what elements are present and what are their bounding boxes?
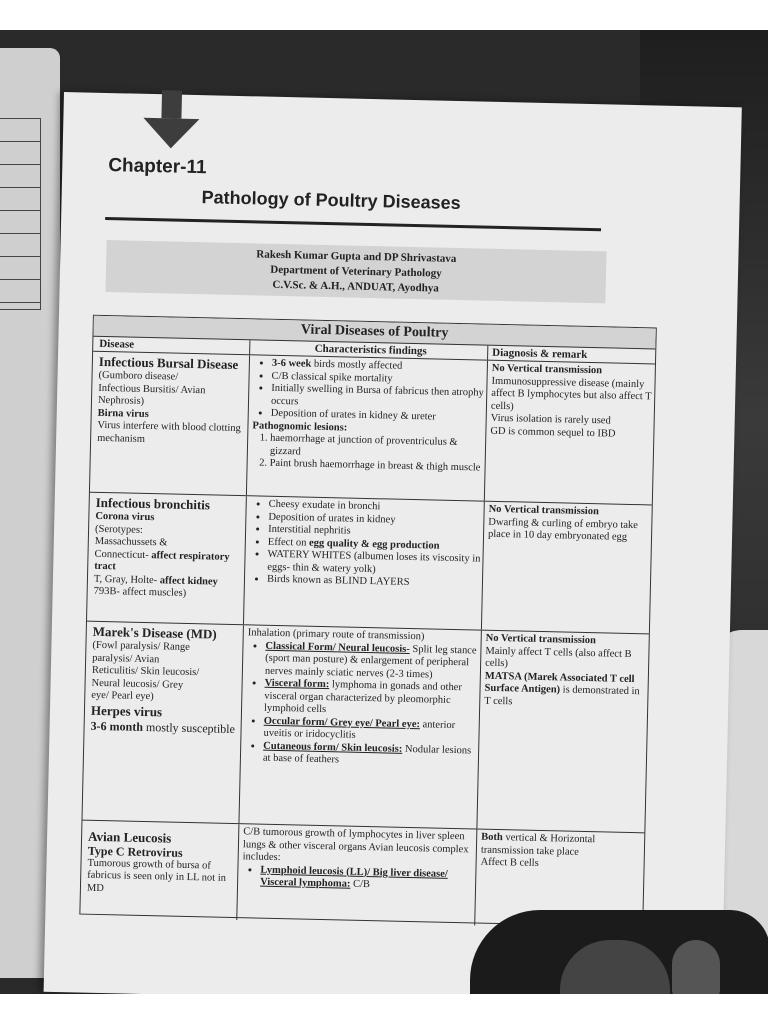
lesions-list	[251, 432, 485, 475]
photo-background	[0, 30, 768, 994]
findings-intro: C/B tumorous growth of lymphocytes in liver spleen lungs & other visceral organs Avian leucosis complex includes:	[242, 826, 469, 864]
findings-cell	[239, 625, 481, 828]
list-item: • C/B classical spike mortality	[271, 370, 486, 387]
findings-intro: Inhalation (primary route of transmission)	[247, 627, 425, 643]
arrow-down-icon-head	[143, 118, 200, 149]
disease-cell	[80, 821, 239, 921]
findings-cell	[244, 496, 485, 629]
viral-diseases-table	[79, 315, 656, 928]
arrow-down-icon	[161, 90, 182, 118]
findings-cell	[237, 824, 477, 925]
authors-institution: C.V.Sc. & A.H., ANDUAT, Ayodhya	[272, 278, 439, 295]
book-page	[44, 92, 742, 994]
header-disease: Disease	[93, 337, 250, 355]
disease-cell	[82, 622, 243, 824]
lesions-heading: Pathognomic lesions:	[252, 419, 348, 434]
disease-serotype: T, Gray, Holte- affect kidney	[93, 573, 219, 588]
disease-name: Avian Leucosis	[87, 828, 172, 846]
disease-note: Virus interfere with blood clotting mechanism	[97, 419, 241, 445]
list-item: • WATERY WHITES (albumen loses its viscosity in eggs- thin & watery yolk)	[267, 549, 483, 579]
disease-synonym: paralysis/ Avian	[92, 652, 160, 665]
diagnosis-cell	[477, 631, 648, 833]
diagnosis-cell	[485, 361, 655, 505]
table-row	[87, 493, 652, 635]
disease-cell	[87, 493, 247, 625]
list-item: • Effect on egg quality & egg production	[268, 536, 483, 553]
authors-department: Department of Veterinary Pathology	[270, 263, 442, 280]
findings-cell	[247, 355, 488, 500]
list-item: • Initially swelling in Bursa of fabricus then atrophy occurs	[271, 383, 487, 413]
list-item: • 3-6 week birds mostly affected	[272, 358, 487, 375]
disease-note: Tumorous growth of bursa of fabricus is seen only in LL not in MD	[86, 857, 227, 894]
left-page-table	[0, 118, 41, 310]
disease-serotypes: (Serotypes:	[94, 523, 144, 536]
diagnosis-transmission: No Vertical transmission	[488, 503, 599, 518]
disease-synonym: Nephrosis)	[97, 394, 145, 407]
authors-box	[105, 240, 606, 303]
list-item: • Deposition of urates in kidney	[268, 511, 483, 528]
disease-synonym: eye/ Pearl eye)	[91, 689, 154, 703]
diagnosis-note: Affect B cells	[480, 856, 539, 869]
disease-agent: Corona virus	[95, 510, 155, 524]
diagnosis-transmission: No Vertical transmission	[491, 362, 603, 377]
disease-serotype: Connecticut- affect respiratory tract	[94, 548, 230, 573]
list-item: • Deposition of urates in kidney & ureter	[271, 408, 486, 425]
table-title: Viral Diseases of Poultry	[93, 316, 655, 350]
disease-synonym: (Fowl paralysis/ Range	[92, 639, 190, 653]
findings-list	[249, 498, 484, 591]
disease-name: Marek's Disease (MD)	[92, 623, 217, 642]
disease-synonym: Reticulitis/ Skin leucosis/	[91, 664, 200, 679]
list-item: • Classical Form/ Neural leucosis- Split leg stance (sport man posture) & enlargement of peripheral nerves mainly sciatic nerves (2-3 times)	[265, 640, 481, 682]
diagnosis-note: Mainly affect T cells (also affect B cells)	[485, 645, 632, 670]
diagnosis-cell	[482, 502, 652, 634]
diagnosis-note: Virus isolation is rarely used	[490, 412, 611, 427]
disease-agent: Birna virus	[97, 407, 149, 420]
list-item: • Cutaneous form/ Skin leucosis: Nodular lesions at base of feathers	[263, 740, 479, 770]
table-row	[90, 352, 655, 506]
diagnosis-transmission: Both vertical & Horizontal transmission take place	[480, 831, 596, 858]
chapter-label: Chapter-11	[108, 155, 207, 179]
disease-name: Infectious bronchitis	[95, 494, 211, 513]
page-title: Pathology of Poultry Diseases	[201, 187, 461, 214]
disease-age: 3-6 month mostly susceptible	[90, 718, 236, 736]
diagnosis-note: MATSA (Marek Associated T cell Surface Antigen) is demonstrated in T cells	[484, 670, 640, 707]
diagnosis-note: GD is common sequel to IBD	[490, 425, 616, 440]
disease-serotype: 793B- affect muscles)	[93, 585, 187, 599]
list-item: 1. haemorrhage at junction of proventriculus & gizzard	[270, 433, 486, 463]
title-divider	[105, 217, 601, 231]
list-item: • Visceral form: lymphoma in gonads and other visceral organ characterized by pleomorphic lymphoid cells	[264, 678, 480, 720]
list-item: 2. Paint brush haemorrhage in breast & thigh muscle	[269, 458, 484, 475]
disease-agent: Type C Retrovirus	[87, 843, 183, 860]
disease-agent: Herpes virus	[90, 702, 163, 719]
table-row	[82, 622, 648, 834]
disease-synonym: Infectious Bursitis/ Avian	[98, 382, 206, 396]
list-item: • Birds known as BLIND LAYERS	[267, 574, 482, 591]
authors-names: Rakesh Kumar Gupta and DP Shrivastava	[256, 248, 457, 265]
disease-cell	[90, 352, 250, 496]
list-item: • Cheesy exudate in bronchi	[269, 499, 484, 516]
header-findings: Characteristics findings	[250, 340, 488, 359]
diagnosis-note: Immunosuppressive disease (mainly affect B lymphocytes but also affect T cells)	[490, 375, 652, 412]
list-item: • Lymphoid leucosis (LL)/ Big liver disease/ Visceral lymphoma: C/B	[260, 864, 476, 894]
header-diagnosis: Diagnosis & remark	[492, 346, 588, 361]
disease-name: Infectious Bursal Disease	[98, 353, 239, 373]
finger	[672, 940, 720, 994]
list-item: • Interstitial nephritis	[268, 524, 483, 541]
disease-synonym: Neural leucosis/ Grey	[91, 677, 184, 691]
diagnosis-note: Dwarfing & curling of embryo take place in 10 day embryonated egg	[487, 516, 639, 543]
forms-list	[242, 864, 476, 894]
disease-synonym: (Gumboro disease/	[98, 369, 179, 383]
forms-list	[245, 640, 481, 770]
findings-list	[253, 357, 487, 425]
disease-serotype: Massachussets &	[94, 535, 168, 549]
list-item: • Occular form/ Grey eye/ Pearl eye: anterior uveitis or iridocyclitis	[263, 715, 479, 745]
diagnosis-transmission: No Vertical transmission	[485, 632, 597, 647]
